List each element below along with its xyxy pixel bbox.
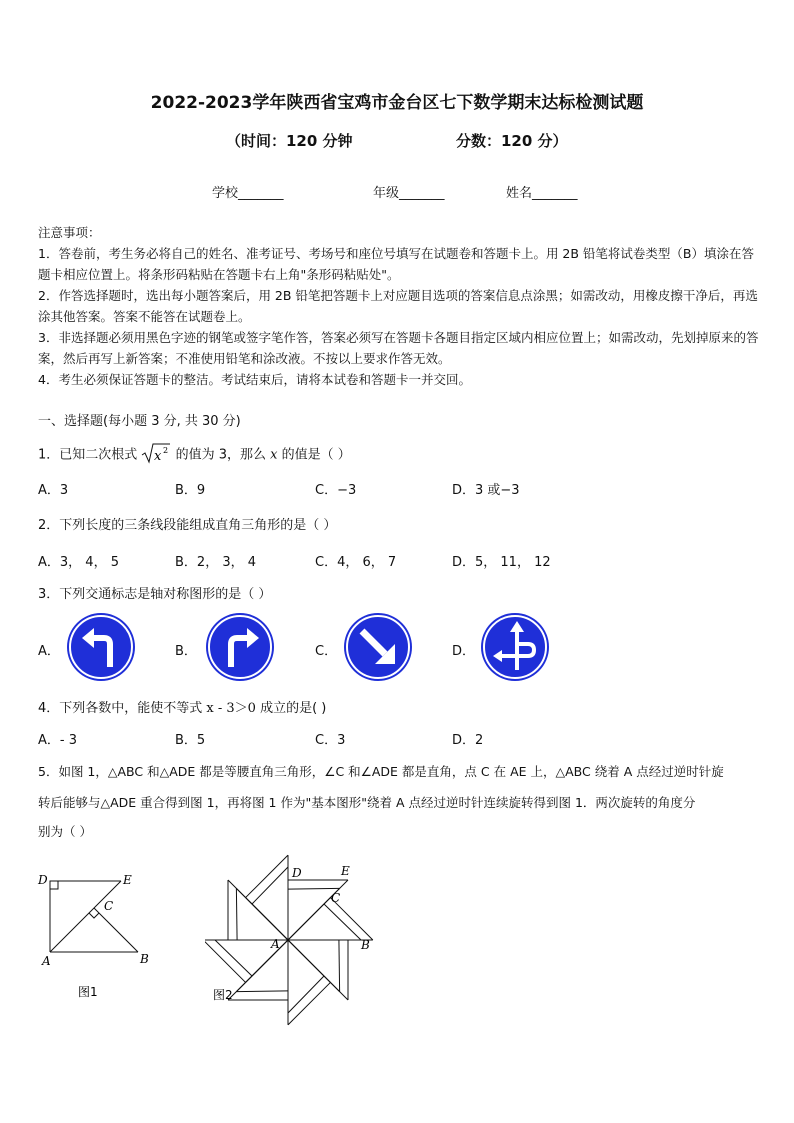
question-5-line-3: 别为（ ） (38, 824, 92, 839)
fig1-label-a: A (42, 954, 51, 968)
q2-option-a[interactable]: A．3， 4， 5 (38, 555, 119, 570)
fig2-caption: 图2 (213, 988, 233, 1002)
fig1-caption: 图1 (78, 985, 98, 999)
notice-item-2: 2．作答选择题时，选出每小题答案后，用 2B 铅笔把答题卡上对应题目选项的答案信息点涂黑；如需改动，用橡皮擦干净后，再选涂其他答案。答案不能答在试题卷上。 (38, 288, 758, 324)
fig2-label-e: E (341, 864, 350, 878)
exam-time: （时间：120 分钟 (226, 132, 353, 150)
fig1-label-e: E (123, 873, 132, 887)
q3-option-b[interactable]: B． (175, 644, 197, 659)
q1-option-a[interactable]: A．3 (38, 483, 69, 498)
notice-block (38, 222, 760, 390)
section-heading: 一、选择题(每小题 3 分, 共 30 分) (38, 414, 241, 429)
fig2-label-d: D (292, 866, 302, 880)
q4-post: 成立的是( ) (260, 701, 327, 716)
fig1-label-b: B (140, 952, 149, 966)
figure-1 (30, 868, 160, 1008)
sqrt-radicand: x (154, 449, 162, 464)
fig1-label-d: D (38, 873, 48, 887)
figure-2 (205, 850, 380, 1030)
q2-option-b[interactable]: B．2， 3， 4 (175, 555, 256, 570)
question-2: 2．下列长度的三条线段能组成直角三角形的是（ ） (38, 518, 337, 533)
notice-item-3: 3．非选择题必须用黑色字迹的钢笔或签字笔作答，答案必须写在答题卡各题目指定区域内相应位置上；如需改动，先划掉原来的答案，然后再写上新答案；不准使用铅笔和涂改液。不按以上要求作答无效。 (38, 330, 759, 366)
q2-option-c[interactable]: C．4， 6， 7 (315, 555, 397, 570)
q3-option-d[interactable]: D． (452, 644, 476, 659)
q4-pre: 4．下列各数中，能使不等式 (38, 701, 203, 716)
q4-inequality: x - 3＞0 (206, 701, 256, 716)
turn-right-sign-icon (205, 612, 275, 682)
question-5-line-1: 5．如图 1，△ABC 和△ADE 都是等腰直角三角形，∠C 和∠ADE 都是直角，点 C 在 AE 上，△ABC 绕着 A 点经过逆时针旋 (38, 764, 724, 779)
q1-option-d[interactable]: D．3 或−3 (452, 483, 520, 498)
q1-option-c[interactable]: C．−3 (315, 483, 357, 498)
q1-option-b[interactable]: B．9 (175, 483, 206, 498)
grade-field[interactable]: 年级_______ (373, 186, 445, 201)
fig2-label-c: C (331, 891, 341, 905)
q1-post2: 的值是（ ） (281, 447, 351, 463)
turn-left-sign-icon (66, 612, 136, 682)
q4-option-d[interactable]: D．2 (452, 733, 484, 748)
q1-post: 的值为 3，那么 (175, 447, 266, 463)
question-4 (38, 697, 326, 716)
school-field[interactable]: 学校_______ (212, 186, 284, 201)
exam-score: 分数：120 分） (456, 132, 568, 150)
q4-option-a[interactable]: A．- 3 (38, 733, 77, 748)
question-1 (38, 442, 351, 468)
sqrt-expression (141, 442, 171, 468)
q4-option-b[interactable]: B．5 (175, 733, 206, 748)
sqrt-exponent: 2 (163, 446, 169, 455)
q1-pre: 1．已知二次根式 (38, 447, 138, 463)
q1-var: x (270, 447, 278, 463)
q3-option-c[interactable]: C． (315, 644, 338, 659)
keep-right-sign-icon (343, 612, 413, 682)
fig2-label-b: B (361, 938, 370, 952)
q3-option-a[interactable]: A． (38, 644, 60, 659)
notice-item-4: 4．考生必须保证答题卡的整洁。考试结束后，请将本试卷和答题卡一并交回。 (38, 372, 471, 387)
page-title: 2022-2023学年陕西省宝鸡市金台区七下数学期末达标检测试题 (150, 93, 644, 113)
notice-heading: 注意事项： (38, 225, 101, 240)
fig1-label-c: C (104, 899, 114, 913)
q4-option-c[interactable]: C．3 (315, 733, 346, 748)
straight-or-left-sign-icon (480, 612, 550, 682)
question-5-line-2: 转后能够与△ADE 重合得到图 1，再将图 1 作为"基本图形"绕着 A 点经过逆时针连续旋转得到图 1．两次旋转的角度分 (38, 795, 696, 810)
q2-option-d[interactable]: D．5， 11， 12 (452, 555, 551, 570)
fig2-label-a: A (271, 937, 280, 951)
notice-item-1: 1．答卷前，考生务必将自己的姓名、准考证号、考场号和座位号填写在试题卷和答题卡上。用 2B 铅笔将试卷类型（B）填涂在答题卡相应位置上。将条形码粘贴在答题卡右上角"条形码粘贴处"。 (38, 246, 755, 282)
question-3: 3．下列交通标志是轴对称图形的是（ ） (38, 587, 272, 602)
name-field[interactable]: 姓名_______ (506, 186, 578, 201)
